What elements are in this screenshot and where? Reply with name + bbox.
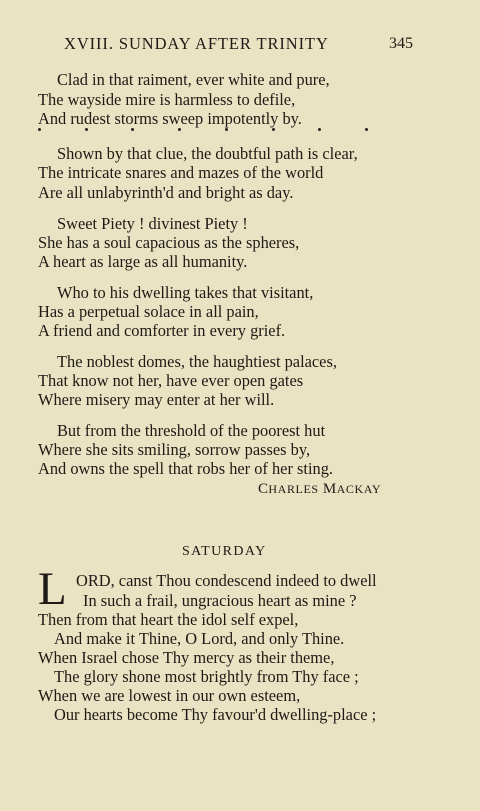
poem-line: Then from that heart the idol self expel, xyxy=(38,610,299,629)
poem-line: And rudest storms sweep impotently by. xyxy=(38,109,302,128)
page-number: 345 xyxy=(389,35,413,52)
poem-line: Clad in that raiment, ever white and pure, xyxy=(57,70,330,89)
poem-line: Shown by that clue, the doubtful path is clear, xyxy=(57,144,358,163)
poem-line: And owns the spell that robs her of her sting. xyxy=(38,459,333,478)
poem-line: Sweet Piety ! divinest Piety ! xyxy=(57,214,248,233)
poem-line: Our hearts become Thy favour'd dwelling-place ; xyxy=(54,705,377,724)
poem-line: The intricate snares and mazes of the world xyxy=(38,163,324,182)
poem-line: Where she sits smiling, sorrow passes by, xyxy=(38,440,311,459)
poem-line: ORD, canst Thou condescend indeed to dwell xyxy=(76,571,377,590)
poem-line: When we are lowest in our own esteem, xyxy=(38,686,301,705)
poem-line: Who to his dwelling takes that visitant, xyxy=(57,283,314,302)
author-attribution xyxy=(258,481,381,498)
author-last-rest: ACKAY xyxy=(336,482,382,496)
poem-line: Are all unlabyrinth'd and bright as day. xyxy=(38,183,294,202)
poem-line: The noblest domes, the haughtiest palaces, xyxy=(57,352,337,371)
poem-line: Has a perpetual solace in all pain, xyxy=(38,302,259,321)
poem-line: When Israel chose Thy mercy as their theme, xyxy=(38,648,335,667)
section-title: SATURDAY xyxy=(182,544,267,559)
poem-line: And make it Thine, O Lord, and only Thine. xyxy=(54,629,345,648)
drop-cap: L xyxy=(38,563,67,615)
poem-line: The glory shone most brightly from Thy face ; xyxy=(54,667,359,686)
poem-line: But from the threshold of the poorest hut xyxy=(57,421,326,440)
poem-line: A friend and comforter in every grief. xyxy=(38,321,286,340)
ellipsis-divider xyxy=(38,128,368,131)
author-first-initial: C xyxy=(258,481,269,497)
author-first-rest: HARLES xyxy=(268,482,319,496)
poem-line: That know not her, have ever open gates xyxy=(38,371,304,390)
running-title: XVIII. SUNDAY AFTER TRINITY xyxy=(64,34,329,53)
poem-line: She has a soul capacious as the spheres, xyxy=(38,233,300,252)
poem-line: The wayside mire is harmless to defile, xyxy=(38,90,296,109)
poem-line: A heart as large as all humanity. xyxy=(38,252,248,271)
poem-line: Where misery may enter at her will. xyxy=(38,390,275,409)
poem-line: In such a frail, ungracious heart as mine ? xyxy=(83,591,357,610)
author-last-initial: M xyxy=(322,481,337,497)
